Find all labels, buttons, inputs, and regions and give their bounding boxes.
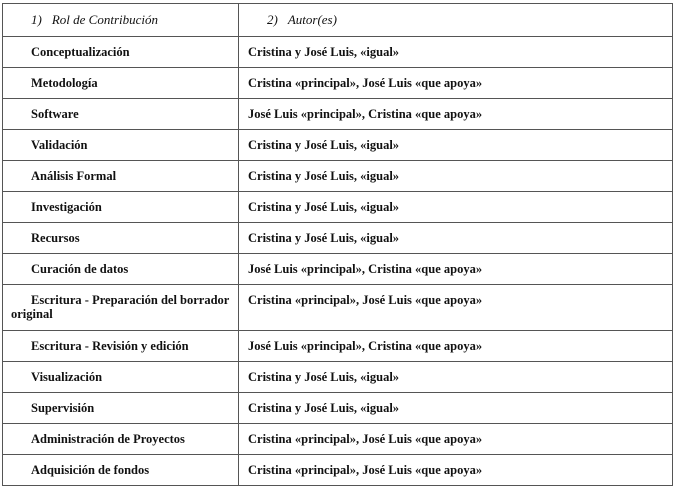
authors-cell: Cristina y José Luis, «igual» — [239, 192, 673, 223]
table-row — [3, 99, 673, 130]
role-cell: Visualización — [3, 362, 239, 393]
authors-cell: Cristina y José Luis, «igual» — [239, 161, 673, 192]
authors-cell: Cristina «principal», José Luis «que apoya» — [239, 424, 673, 455]
role-cell: Conceptualización — [3, 37, 239, 68]
authors-cell: José Luis «principal», Cristina «que apoya» — [239, 331, 673, 362]
role-cell: Escritura - Revisión y edición — [3, 331, 239, 362]
table-row — [3, 254, 673, 285]
contribution-roles-table — [2, 3, 673, 486]
role-cell: Recursos — [3, 223, 239, 254]
authors-cell: Cristina y José Luis, «igual» — [239, 130, 673, 161]
table-row — [3, 362, 673, 393]
header-authors-label: Autor(es) — [287, 12, 337, 27]
authors-cell: Cristina y José Luis, «igual» — [239, 393, 673, 424]
table-row — [3, 161, 673, 192]
table-row — [3, 424, 673, 455]
role-cell: Adquisición de fondos — [3, 455, 239, 486]
authors-cell: Cristina y José Luis, «igual» — [239, 37, 673, 68]
role-cell: Análisis Formal — [3, 161, 239, 192]
table-row — [3, 331, 673, 362]
role-cell: Metodología — [3, 68, 239, 99]
authors-cell: Cristina «principal», José Luis «que apoya» — [239, 285, 673, 331]
table-row — [3, 192, 673, 223]
table-row — [3, 393, 673, 424]
table-row — [3, 130, 673, 161]
authors-cell: José Luis «principal», Cristina «que apoya» — [239, 254, 673, 285]
role-cell: Supervisión — [3, 393, 239, 424]
table-row — [3, 37, 673, 68]
authors-cell: Cristina «principal», José Luis «que apoya» — [239, 68, 673, 99]
table-row — [3, 68, 673, 99]
authors-cell: Cristina «principal», José Luis «que apoya» — [239, 455, 673, 486]
table-row — [3, 223, 673, 254]
role-cell: Curación de datos — [3, 254, 239, 285]
table-header-row — [3, 4, 673, 37]
header-authors-number: 2) — [267, 12, 278, 27]
table-row — [3, 285, 673, 331]
authors-cell: Cristina y José Luis, «igual» — [239, 223, 673, 254]
header-role-label: Rol de Contribución — [51, 12, 159, 27]
role-cell: Escritura - Preparación del borrador original — [3, 285, 239, 331]
role-cell: Validación — [3, 130, 239, 161]
table-row — [3, 455, 673, 486]
role-cell: Investigación — [3, 192, 239, 223]
header-authors — [239, 4, 673, 37]
role-cell: Software — [3, 99, 239, 130]
authors-cell: José Luis «principal», Cristina «que apoya» — [239, 99, 673, 130]
header-role — [3, 4, 239, 37]
authors-cell: Cristina y José Luis, «igual» — [239, 362, 673, 393]
header-role-number: 1) — [31, 12, 42, 27]
role-cell: Administración de Proyectos — [3, 424, 239, 455]
